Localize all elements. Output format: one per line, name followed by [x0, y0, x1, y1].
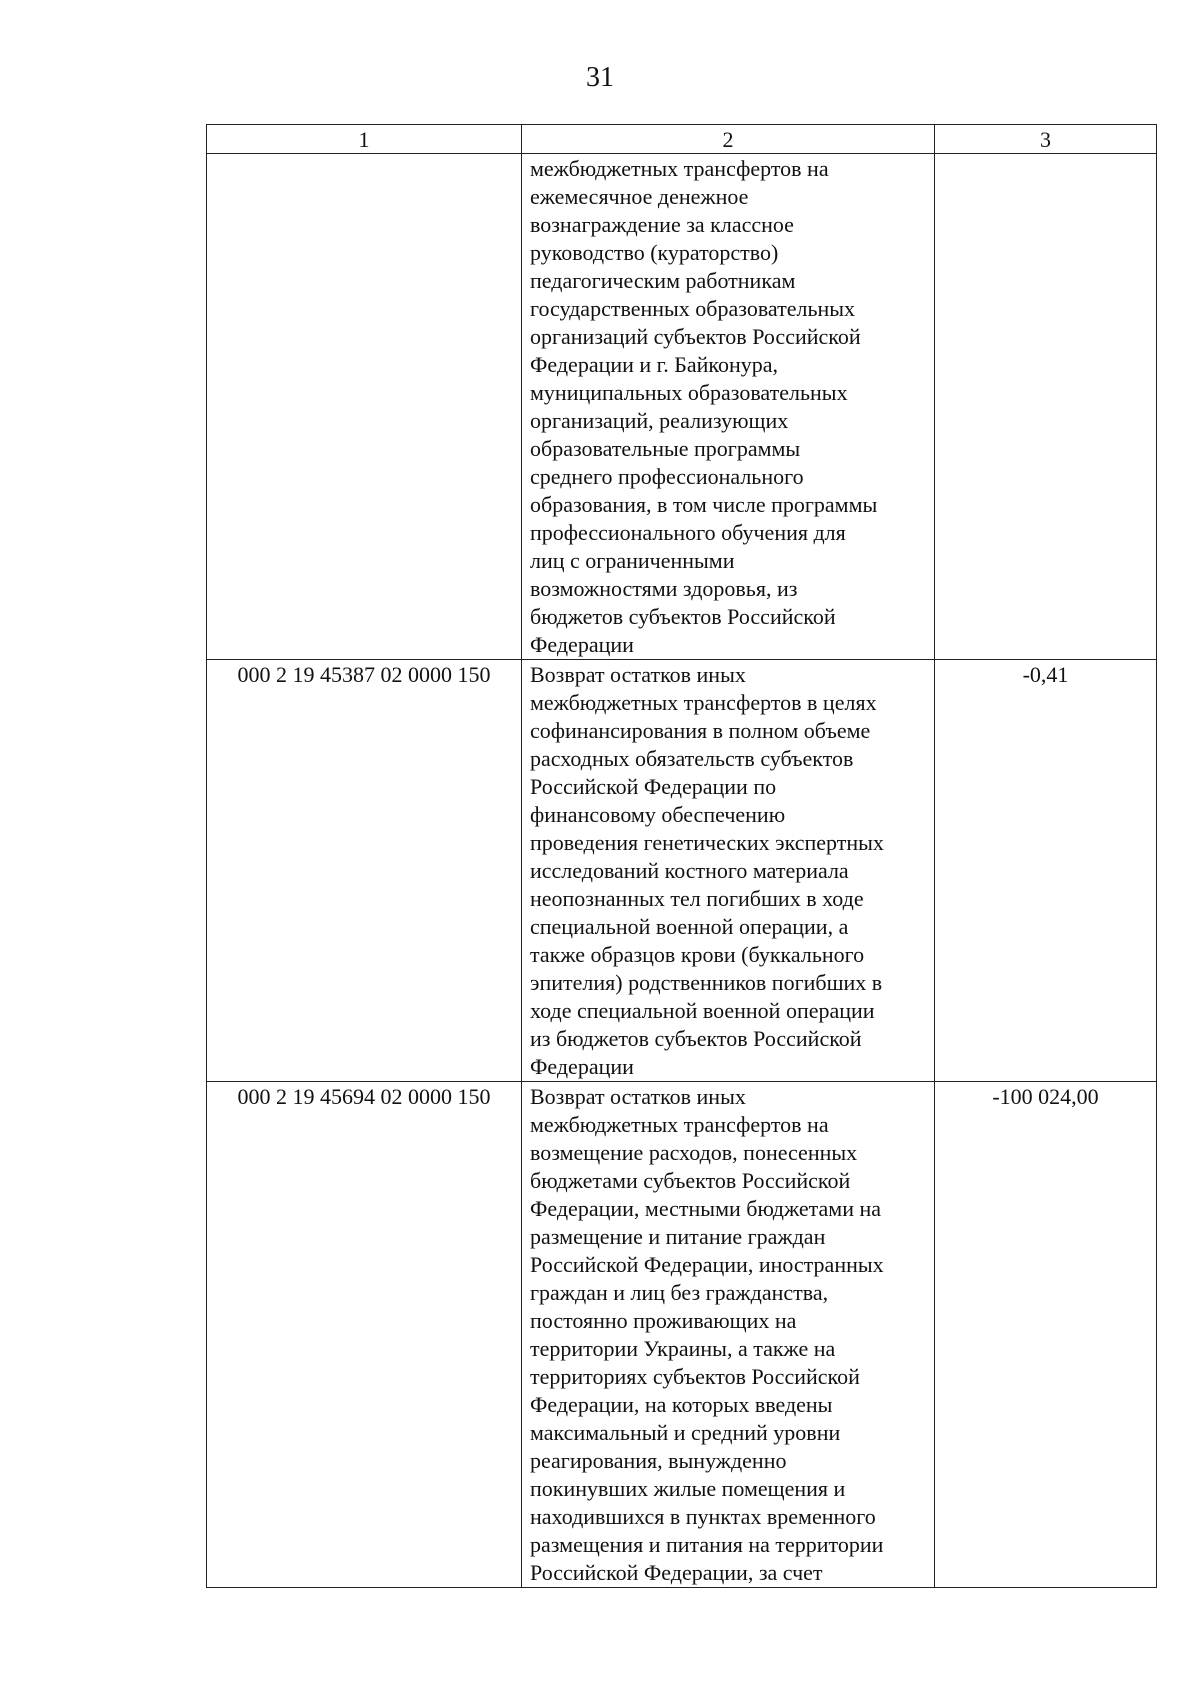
description-line: граждан и лиц без гражданства,: [530, 1280, 829, 1305]
description-line: финансовому обеспечению: [530, 802, 786, 827]
description-line: Российской Федерации, за счет: [530, 1560, 823, 1585]
description-line: специальной военной операции, а: [530, 914, 849, 939]
column-header-2: 2: [522, 125, 935, 154]
description-line: исследований костного материала: [530, 858, 849, 883]
description-line: также образцов крови (буккального: [530, 942, 865, 967]
description-line: из бюджетов субъектов Российской: [530, 1026, 862, 1051]
description-line: межбюджетных трансфертов на: [530, 156, 829, 181]
description-line: возмещение расходов, понесенных: [530, 1140, 858, 1165]
description-line: Федерации: [530, 1054, 634, 1079]
description-line: бюджетов субъектов Российской: [530, 604, 836, 629]
description-line: Федерации: [530, 632, 634, 657]
description-line: возможностями здоровья, из: [530, 576, 798, 601]
page-number: 31: [586, 62, 614, 93]
description-line: находившихся в пунктах временного: [530, 1504, 876, 1529]
description-line: межбюджетных трансфертов на: [530, 1112, 829, 1137]
amount-cell: -100 024,00: [935, 1082, 1157, 1588]
description-line: неопознанных тел погибших в ходе: [530, 886, 864, 911]
description-line: Возврат остатков иных: [530, 1084, 746, 1109]
description-line: организаций, реализующих: [530, 408, 789, 433]
description-line: государственных образовательных: [530, 296, 856, 321]
description-line: эпителия) родственников погибших в: [530, 970, 883, 995]
description-line: образования, в том числе программы: [530, 492, 878, 517]
budget-table: [206, 124, 1157, 1588]
description-line: размещение и питание граждан: [530, 1224, 826, 1249]
table-header-row: [207, 125, 1157, 154]
description-line: педагогическим работникам: [530, 268, 796, 293]
description-line: софинансирования в полном объеме: [530, 718, 871, 743]
description-line: организаций субъектов Российской: [530, 324, 861, 349]
description-line: ходе специальной военной операции: [530, 998, 875, 1023]
amount-cell: [935, 154, 1157, 660]
description-line: покинувших жилые помещения и: [530, 1476, 846, 1501]
description-line: Возврат остатков иных: [530, 662, 746, 687]
description-line: вознаграждение за классное: [530, 212, 794, 237]
budget-code-cell: 000 2 19 45387 02 0000 150: [207, 660, 522, 1082]
description-line: бюджетами субъектов Российской: [530, 1168, 851, 1193]
description-cell: [522, 660, 935, 1082]
description-line: расходных обязательств субъектов: [530, 746, 854, 771]
description-line: Федерации, на которых введены: [530, 1392, 833, 1417]
description-line: реагирования, вынужденно: [530, 1448, 787, 1473]
table-body: [207, 154, 1157, 1588]
description-line: профессионального обучения для: [530, 520, 846, 545]
description-line: руководство (кураторство): [530, 240, 779, 265]
amount-cell: -0,41: [935, 660, 1157, 1082]
table-row: [207, 660, 1157, 1082]
description-line: лиц с ограниченными: [530, 548, 735, 573]
description-line: муниципальных образовательных: [530, 380, 848, 405]
description-cell: [522, 154, 935, 660]
description-line: Российской Федерации по: [530, 774, 777, 799]
description-line: ежемесячное денежное: [530, 184, 749, 209]
description-line: размещения и питания на территории: [530, 1532, 884, 1557]
description-line: постоянно проживающих на: [530, 1308, 797, 1333]
description-line: образовательные программы: [530, 436, 801, 461]
description-line: среднего профессионального: [530, 464, 804, 489]
description-line: территории Украины, а также на: [530, 1336, 836, 1361]
description-line: Федерации, местными бюджетами на: [530, 1196, 882, 1221]
description-line: Российской Федерации, иностранных: [530, 1252, 884, 1277]
column-header-1: 1: [207, 125, 522, 154]
description-line: Федерации и г. Байконура,: [530, 352, 778, 377]
description-cell: [522, 1082, 935, 1588]
column-header-3: 3: [935, 125, 1157, 154]
description-line: максимальный и средний уровни: [530, 1420, 841, 1445]
description-line: территориях субъектов Российской: [530, 1364, 860, 1389]
table-row: [207, 1082, 1157, 1588]
table-row: [207, 154, 1157, 660]
description-line: проведения генетических экспертных: [530, 830, 884, 855]
description-line: межбюджетных трансфертов в целях: [530, 690, 877, 715]
budget-code-cell: [207, 154, 522, 660]
budget-code-cell: 000 2 19 45694 02 0000 150: [207, 1082, 522, 1588]
